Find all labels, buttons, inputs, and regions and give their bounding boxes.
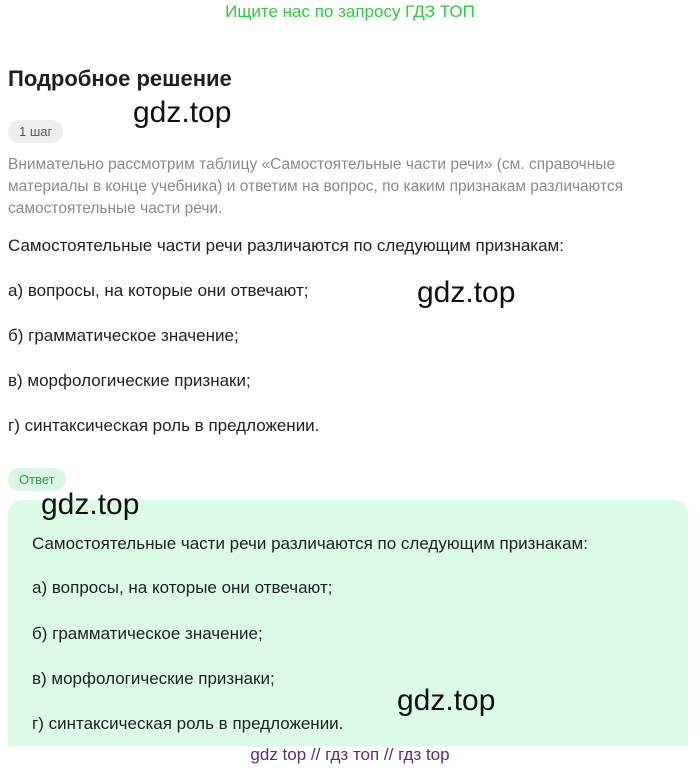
watermark: gdz.top — [41, 488, 140, 521]
watermark: gdz.top — [397, 684, 496, 717]
solution-item: г) синтаксическая роль в предложении. — [8, 416, 320, 435]
answer-box — [8, 500, 688, 746]
answer-item: в) морфологические признаки; — [32, 669, 275, 688]
watermark: gdz.top — [417, 276, 516, 309]
footer-links: gdz top // гдз топ // гдз top — [250, 745, 450, 764]
answer-item: а) вопросы, на которые они отвечают; — [32, 578, 333, 597]
solution-lead: Самостоятельные части речи различаются по следующим признакам: — [8, 236, 564, 255]
answer-item: г) синтаксическая роль в предложении. — [32, 714, 344, 733]
solution-item: а) вопросы, на которые они отвечают; — [8, 281, 309, 300]
step-badge: 1 шаг — [8, 120, 63, 143]
solution-item: в) морфологические признаки; — [8, 371, 251, 390]
solution-item: б) грамматическое значение; — [8, 326, 239, 345]
answer-lead: Самостоятельные части речи различаются по следующим признакам: — [32, 534, 588, 553]
search-hint-banner: Ищите нас по запросу ГДЗ ТОП — [225, 2, 475, 21]
page-title: Подробное решение — [8, 66, 232, 91]
watermark: gdz.top — [133, 96, 232, 129]
step-intro-text: Внимательно рассмотрим таблицу «Самостоятельные части речи» (см. справочные материалы в конце учебника) и ответим на вопрос, по каким признакам различаются самостоятельные части речи. — [8, 156, 624, 217]
answer-badge: Ответ — [8, 468, 66, 491]
answer-item: б) грамматическое значение; — [32, 624, 263, 643]
